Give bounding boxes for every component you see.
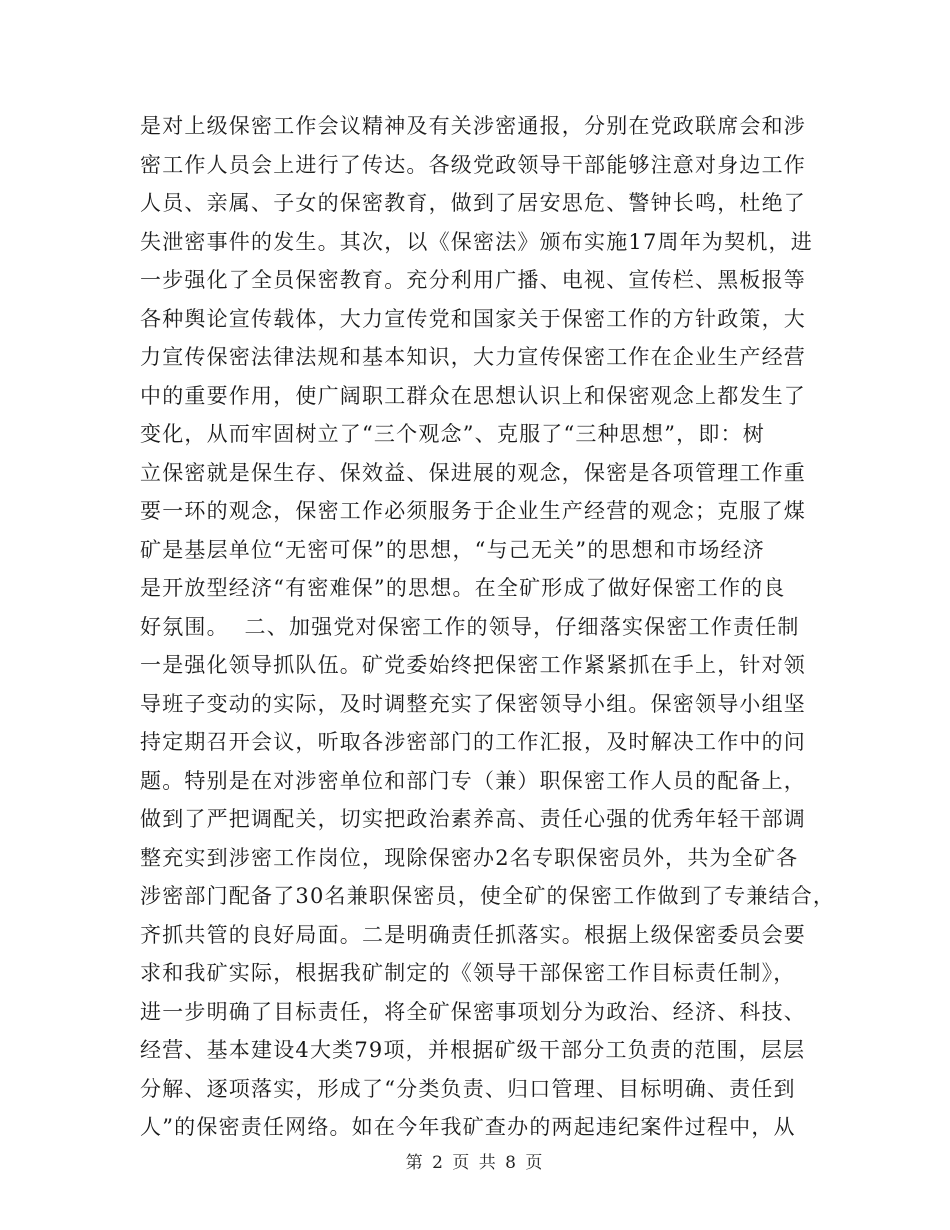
text-line: 要一环的观念，保密工作必须服务于企业生产经营的观念；克服了煤 (140, 499, 806, 523)
text-line: 一步强化了全员保密教育。充分利用广播、电视、宣传栏、黑板报等 (140, 268, 806, 292)
text-line: 分解、逐项落实，形成了“分类负责、归口管理、目标明确、责任到 (140, 1076, 796, 1101)
text-line: 持定期召开会议，听取各涉密部门的工作汇报，及时解决工作中的问 (140, 730, 806, 754)
text-line: 好氛围。 二、加强党对保密工作的领导，仔细落实保密工作责任制 (140, 614, 800, 639)
text-line: 是对上级保密工作会议精神及有关涉密通报，分别在党政联席会和涉 (140, 114, 806, 138)
text-line: 力宣传保密法律法规和基本知识，大力宣传保密工作在企业生产经营 (140, 345, 806, 369)
text-line: 整充实到涉密工作岗位，现除保密办2名专职保密员外，共为全矿各 (140, 845, 799, 870)
text-line: 人员、亲属、子女的保密教育，做到了居安思危、警钟长鸣，杜绝了 (140, 191, 806, 215)
text-line: 密工作人员会上进行了传达。各级党政领导干部能够注意对身边工作 (140, 152, 806, 177)
text-line: 失泄密事件的发生。其次，以《保密法》颁布实施17周年为契机，进 (140, 229, 813, 254)
text-line: 变化，从而牢固树立了“三个观念”、克服了“三种思想”，即：树 (140, 422, 765, 446)
text-line: 进一步明确了目标责任，将全矿保密事项划分为政治、经济、科技、 (140, 999, 806, 1024)
text-line: 人”的保密责任网络。如在今年我矿查办的两起违纪案件过程中，从 (140, 1115, 796, 1139)
text-line: 立保密就是保生存、保效益、保进展的观念，保密是各项管理工作重 (140, 460, 806, 485)
text-line: 经营、基本建设4大类79项，并根据矿级干部分工负责的范围，层层 (140, 1038, 806, 1062)
page-number: 第 2 页 共 8 页 (405, 1153, 545, 1173)
text-line: 中的重要作用，使广阔职工群众在思想认识上和保密观念上都发生了 (140, 383, 806, 408)
text-line: 各种舆论宣传载体，大力宣传党和国家关于保密工作的方针政策，大 (140, 306, 806, 331)
text-line: 导班子变动的实际，及时调整充实了保密领导小组。保密领导小组坚 (140, 691, 806, 716)
text-line: 一是强化领导抓队伍。矿党委始终把保密工作紧紧抓在手上，针对领 (140, 653, 806, 677)
text-line: 涉密部门配备了30名兼职保密员，使全矿的保密工作做到了专兼结合， (140, 884, 836, 908)
text-line: 矿是基层单位“无密可保”的思想，“与己无关”的思想和市场经济 (140, 537, 765, 562)
text-line: 题。特别是在对涉密单位和部门专（兼）职保密工作人员的配备上， (140, 768, 806, 793)
body-text (140, 107, 836, 1147)
text-line: 是开放型经济“有密难保”的思想。在全矿形成了做好保密工作的良 (140, 576, 786, 600)
text-line: 做到了严把调配关，切实把政治素养高、责任心强的优秀年轻干部调 (140, 807, 806, 831)
text-line: 齐抓共管的良好局面。二是明确责任抓落实。根据上级保密委员会要 (140, 922, 806, 947)
text-line: 求和我矿实际，根据我矿制定的《领导干部保密工作目标责任制》， (140, 961, 796, 985)
